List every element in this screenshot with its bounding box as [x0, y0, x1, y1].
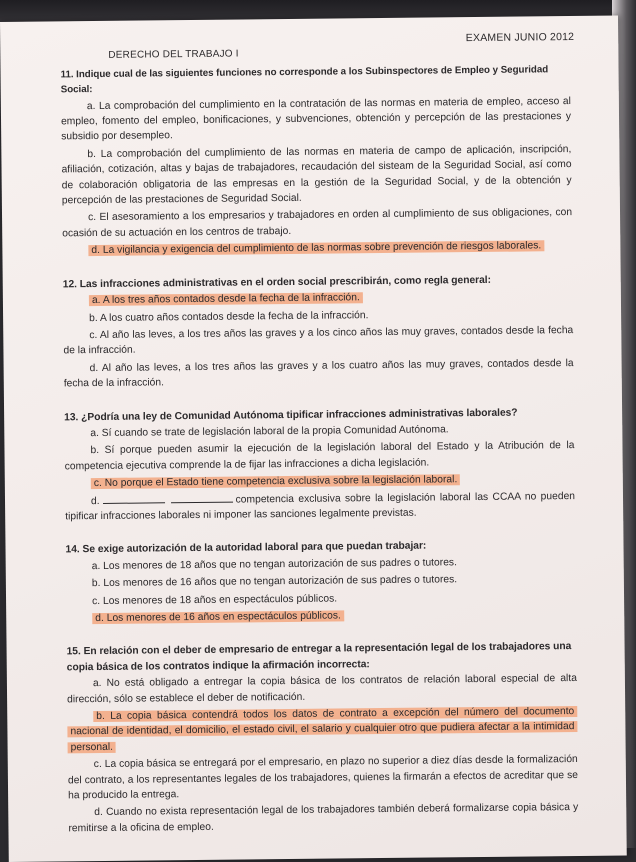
answer-option — [66, 606, 576, 627]
option-text: c. La copia básica se entregará por el empresario, en plazo no superior a diez días desde la formalización del contrato, a los representantes legales de los trabajadores, quienes la firmarán a efectos de acreditar que se ha producido la entrega. — [68, 754, 578, 801]
option-text: b. A los cuatro años contados desde la fecha de la infracción. — [89, 310, 368, 324]
option-text-after: competencia exclusiva sobre la legislación laboral las CCAA no pueden tipificar infracciones laborales ni imponer las sanciones legalmente previstas. — [65, 491, 575, 523]
option-text: b. La comprobación del cumplimiento de las normas en materia de campo de aplicación, inscripción, afiliación, cotización, altas y bajas de trabajadores, recaudación del sisteam de la Seguridad Social, así como de colaboración obligatoria de las empresas en la gestión de la Seguridad Social, y de la obtención y percepción de las prestaciones de Seguridad Social. — [61, 144, 571, 207]
option-text: c. Al año las leves, a los tres años las graves y a los cinco años las muy graves, contados desde la fecha de la infracción. — [63, 325, 573, 357]
question-block — [60, 62, 572, 259]
option-text: a. La comprobación del cumplimiento en la contratación de las normas en materia de empleo, acceso al empleo, fomento del empleo, bonificaciones, y subvenciones, obtención y percepción de las prestaciones y subsidio por desempleo. — [61, 96, 571, 143]
question-block — [67, 639, 579, 836]
answer-option — [67, 671, 577, 707]
answer-option — [68, 800, 578, 836]
answer-option — [63, 323, 573, 359]
answer-option — [61, 142, 572, 209]
question-title: 15. En relación con el deber de empresario de entregar a la representación legal de los trabajadores una copia básica de los contratos indique la afirmación incorrecta: — [67, 639, 577, 675]
highlighted-answer-text: a. A los tres años contados desde la fecha de la infracción. — [89, 292, 363, 306]
answer-option — [61, 94, 571, 146]
option-text: b. Los menores de 16 años que no tengan autorización de sus padres o tutores. — [92, 574, 457, 589]
highlighted-answer-text: d. La vigilancia y exigencia del cumplimiento de las normas sobre prevención de riesgos laborales. — [88, 241, 544, 257]
answer-option — [62, 238, 572, 259]
option-text-before: d. — [91, 496, 100, 507]
highlighted-answer-text: c. No porque el Estado tiene competencia exclusiva sobre la legislación laboral. — [91, 474, 461, 489]
option-text: a. Los menores de 18 años que no tengan autorización de sus padres o tutores. — [92, 557, 457, 572]
question-title: 13. ¿Podría una ley de Comunidad Autónoma tipificar infracciones administrativas laborales? — [64, 405, 574, 426]
answer-option — [62, 205, 572, 241]
question-title: 14. Se exige autorización de la autoridad laboral para que puedan trabajar: — [65, 537, 575, 558]
question-block — [63, 272, 574, 392]
question-title: 12. Las infracciones administrativas en el orden social prescribirán, como regla general: — [63, 272, 573, 293]
question-title: 11. Indique cual de las siguientes funciones no corresponde a los Subinspectores de Empleo y Seguridad Social: — [60, 62, 570, 98]
highlighted-answer-text: b. La copia básica contendrá todos los datos de contrato a excepción del número del documento nacional de identidad, el domicilio, el estado civil, el salario y cualquier otro que pudiera afectar a la intimidad personal. — [67, 706, 577, 753]
option-text: b. Sí porque pueden asumir la ejecución de la legislación laboral del Estado y la Atribución de la competencia ejecutiva comprende la de fijar las infracciones a dicha legislación. — [65, 440, 575, 472]
fill-blank — [171, 492, 233, 503]
option-text: a. Sí cuando se trate de legislación laboral de la propia Comunidad Autónoma. — [90, 424, 448, 439]
exam-title: EXAMEN JUNIO 2012 — [60, 30, 574, 51]
option-text: d. Al año las leves, a los tres años las graves y a los cuatro años las muy graves, contados desde la fecha de la infracción. — [64, 358, 574, 390]
option-text: c. El asesoramiento a los empresarios y trabajadores en orden al cumplimiento de sus obligaciones, con ocasión de su actuación en los centros de trabajo. — [62, 207, 572, 239]
exam-content — [60, 30, 578, 839]
answer-option — [64, 356, 574, 392]
question-block — [65, 537, 576, 626]
highlighted-answer-text: d. Los menores de 16 años en espectáculos públicos. — [92, 610, 344, 624]
question-list — [60, 62, 578, 837]
exam-sheet — [0, 16, 627, 862]
answer-option — [67, 704, 577, 756]
option-text: d. Cuando no exista representación legal de los trabajadores también deberá formalizarse copia básica y remitirse a la oficina de empleo. — [68, 802, 578, 834]
course-title: DERECHO DEL TRABAJO I — [108, 43, 570, 63]
option-text: c. Los menores de 18 años en espectáculos públicos. — [92, 593, 337, 607]
answer-option — [68, 752, 578, 804]
answer-option — [65, 489, 575, 525]
fill-blank — [103, 493, 165, 504]
question-block — [64, 405, 575, 525]
option-text: a. No está obligado a entregar la copia básica de los contratos de relación laboral especial de alta dirección, sólo se establece el deber de notificación. — [67, 673, 577, 705]
answer-option — [64, 438, 574, 474]
